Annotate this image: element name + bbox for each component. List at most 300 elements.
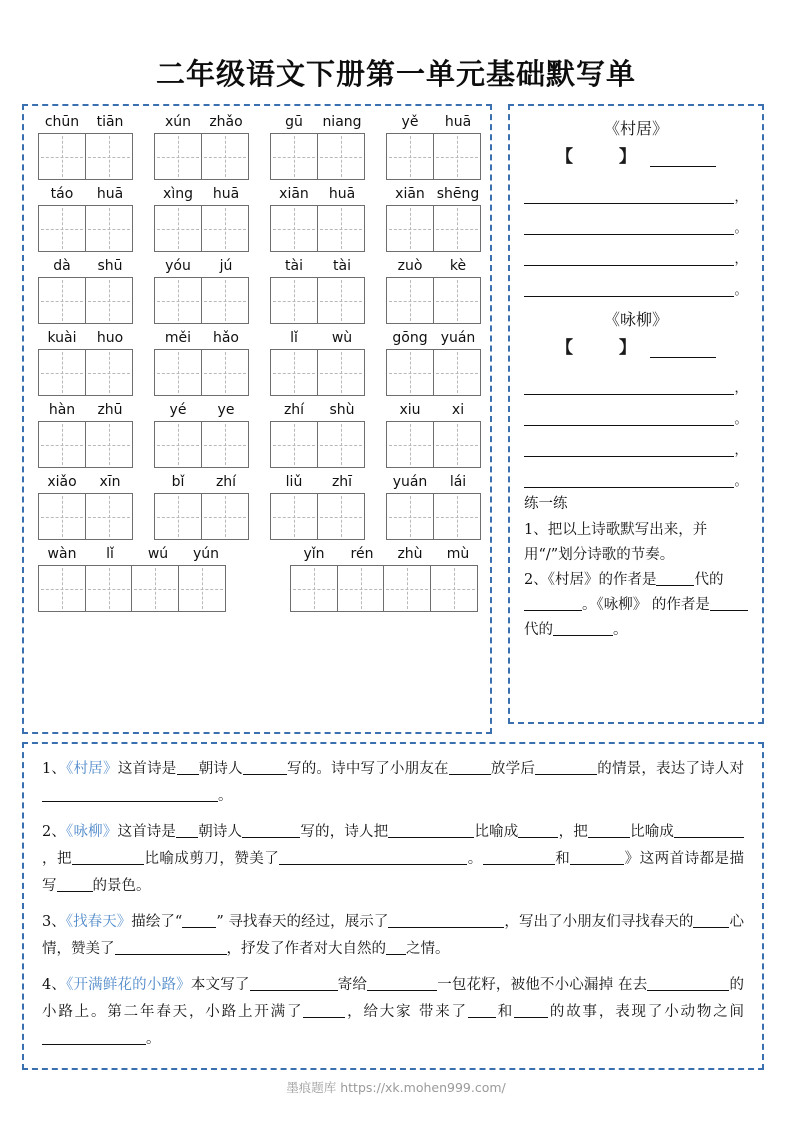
answer-blank[interactable] [57, 891, 93, 892]
tianzige-cell[interactable] [201, 133, 249, 180]
tianzige-cell[interactable] [85, 565, 133, 612]
pinyin-syllable: huā [212, 186, 240, 202]
pinyin-syllable: tiān [96, 114, 124, 130]
character-cells [154, 421, 250, 468]
answer-blank[interactable] [242, 837, 300, 838]
practice-item-2-c: 。《咏柳》 的作者是 [582, 597, 710, 613]
tianzige-cell[interactable] [85, 349, 133, 396]
character-cells [386, 277, 482, 324]
pinyin-word-group [270, 112, 366, 180]
blank[interactable] [553, 635, 613, 636]
pinyin-syllable: tài [285, 258, 303, 274]
answer-blank[interactable] [177, 774, 199, 775]
verse-line [524, 204, 748, 235]
question-text: 比喻成 [474, 824, 519, 840]
pinyin-syllable: zhí [283, 402, 305, 418]
tianzige-cell[interactable] [317, 277, 365, 324]
pinyin-labels [154, 184, 250, 205]
tianzige-cell[interactable] [85, 133, 133, 180]
verse-punctuation: ， [734, 381, 748, 396]
tianzige-cell[interactable] [270, 421, 318, 468]
character-cells [38, 205, 134, 252]
tianzige-cell[interactable] [201, 277, 249, 324]
question-text: 放学后 [490, 761, 536, 777]
pinyin-syllable: wù [331, 330, 353, 346]
pinyin-word-group [154, 112, 250, 180]
answer-blank[interactable] [674, 837, 744, 838]
character-cells [270, 205, 366, 252]
answer-blank[interactable] [388, 927, 504, 928]
verse-punctuation: 。 [734, 221, 748, 236]
tianzige-cell[interactable] [85, 493, 133, 540]
verse-line [524, 457, 748, 488]
question-text: 这首诗是 [117, 761, 177, 777]
verse-line [524, 364, 748, 395]
verse-punctuation: 。 [734, 283, 748, 298]
character-cells [290, 565, 482, 612]
pinyin-row-groups [38, 400, 482, 468]
tianzige-cell[interactable] [154, 133, 202, 180]
question-text: 的情景，表达了诗人对 [597, 761, 745, 777]
tianzige-cell[interactable] [433, 277, 481, 324]
pinyin-syllable: huā [444, 114, 472, 130]
answer-blank[interactable] [42, 801, 218, 802]
author-name-blank[interactable] [650, 341, 716, 358]
character-cells [154, 277, 250, 324]
tianzige-cell[interactable] [131, 565, 179, 612]
verse-write-blank[interactable] [524, 409, 734, 426]
tianzige-cell[interactable] [386, 349, 434, 396]
answer-blank[interactable] [176, 837, 198, 838]
answer-blank[interactable] [518, 837, 558, 838]
page-title: 二年级语文下册第一单元基础默写单 [155, 57, 636, 91]
question-text: 和 [554, 851, 571, 867]
tianzige-cell[interactable] [386, 493, 434, 540]
dynasty-bracket-right: 】 [619, 147, 648, 166]
answer-blank[interactable] [182, 927, 216, 928]
character-cells [38, 277, 134, 324]
tianzige-cell[interactable] [154, 421, 202, 468]
practice-section [510, 488, 762, 643]
question-book-title: 《开满鲜花的小路》 [66, 977, 191, 993]
tianzige-cell[interactable] [270, 349, 318, 396]
tianzige-cell[interactable] [38, 493, 86, 540]
pinyin-syllable: yě [401, 114, 419, 130]
tianzige-cell[interactable] [270, 493, 318, 540]
answer-blank[interactable] [570, 864, 624, 865]
question-text: 寄给 [337, 977, 368, 993]
pinyin-syllable: dà [53, 258, 71, 274]
question-text: ，把 [42, 851, 72, 867]
tianzige-cell[interactable] [383, 565, 431, 612]
question-item [42, 972, 744, 1053]
pinyin-word-group [386, 472, 482, 540]
pinyin-syllable: rén [350, 546, 374, 562]
pinyin-syllable: hàn [48, 402, 76, 418]
dynasty-bracket-right: 】 [619, 338, 648, 357]
pinyin-grid-panel [22, 104, 492, 734]
pinyin-syllable: xiān [395, 186, 425, 202]
question-text: 一包花籽，被他不小心漏掉 在去 [437, 977, 648, 993]
pinyin-syllable: zhū [97, 402, 123, 418]
pinyin-word-group [38, 400, 134, 468]
question-text: ，把 [558, 824, 588, 840]
tianzige-cell[interactable] [270, 205, 318, 252]
tianzige-cell[interactable] [433, 205, 481, 252]
pinyin-row [38, 400, 482, 468]
pinyin-syllable: jú [219, 258, 233, 274]
pinyin-syllable: bǐ [171, 474, 185, 490]
question-text: 的小路上。第二年春天，小路上开满了 [42, 977, 745, 1020]
pinyin-syllable: shū [97, 258, 123, 274]
verse-write-blank[interactable] [524, 280, 734, 297]
verse-write-blank[interactable] [524, 378, 734, 395]
pinyin-row [38, 544, 482, 612]
pinyin-labels [386, 400, 482, 421]
question-text: 朝诗人 [198, 824, 243, 840]
author-name-blank[interactable] [650, 150, 716, 167]
character-cells [270, 421, 366, 468]
answer-blank[interactable] [449, 774, 491, 775]
tianzige-cell[interactable] [201, 421, 249, 468]
pinyin-syllable: kuài [47, 330, 77, 346]
pinyin-syllable: wú [147, 546, 169, 562]
poems-container [510, 116, 762, 488]
character-cells [270, 493, 366, 540]
dynasty-bracket-left: 【 [556, 338, 585, 357]
tianzige-cell[interactable] [201, 493, 249, 540]
pinyin-labels [38, 328, 134, 349]
answer-blank[interactable] [72, 864, 144, 865]
question-text: 朝诗人 [198, 761, 243, 777]
pinyin-labels [154, 112, 250, 133]
tianzige-cell[interactable] [433, 493, 481, 540]
pinyin-labels [38, 544, 230, 565]
questions-panel [22, 742, 764, 1070]
pinyin-word-group [270, 400, 366, 468]
character-cells [386, 349, 482, 396]
tianzige-cell[interactable] [290, 565, 338, 612]
verse-line [524, 266, 748, 297]
pinyin-labels [270, 184, 366, 205]
practice-item-2-d: 代的 [524, 622, 553, 638]
tianzige-cell[interactable] [337, 565, 385, 612]
answer-blank[interactable] [386, 954, 406, 955]
answer-blank[interactable] [279, 864, 467, 865]
blank[interactable] [710, 610, 748, 611]
pinyin-syllable: táo [50, 186, 74, 202]
pinyin-word-group [270, 472, 366, 540]
pinyin-syllable: xīn [99, 474, 121, 490]
tianzige-cell[interactable] [154, 205, 202, 252]
pinyin-syllable: mù [446, 546, 470, 562]
questions-container [24, 744, 762, 1074]
question-book-title: 《村居》 [66, 761, 118, 777]
tianzige-cell[interactable] [154, 493, 202, 540]
character-cells [154, 133, 250, 180]
tianzige-cell[interactable] [154, 277, 202, 324]
pinyin-syllable: huo [96, 330, 124, 346]
pinyin-row-groups [38, 544, 482, 612]
verse-line [524, 395, 748, 426]
pinyin-syllable: gū [285, 114, 303, 130]
answer-blank[interactable] [250, 990, 338, 991]
pinyin-syllable: xiǎo [47, 474, 77, 490]
tianzige-cell[interactable] [433, 349, 481, 396]
question-text: 之情。 [406, 941, 450, 957]
tianzige-cell[interactable] [38, 277, 86, 324]
character-cells [386, 205, 482, 252]
pinyin-syllable: shù [329, 402, 355, 418]
pinyin-word-group [270, 184, 366, 252]
pinyin-syllable: kè [449, 258, 467, 274]
pinyin-row [38, 328, 482, 396]
pinyin-row [38, 472, 482, 540]
pinyin-labels [386, 256, 482, 277]
pinyin-syllable: yuán [392, 474, 428, 490]
verse-write-blank[interactable] [524, 218, 734, 235]
pinyin-syllable: lǐ [290, 330, 298, 346]
pinyin-syllable: yǐn [303, 546, 325, 562]
pinyin-word-group [154, 400, 250, 468]
pinyin-syllable: wàn [47, 546, 77, 562]
tianzige-cell[interactable] [85, 421, 133, 468]
tianzige-cell[interactable] [178, 565, 226, 612]
character-cells [154, 493, 250, 540]
answer-blank[interactable] [42, 1044, 146, 1045]
pinyin-row-groups [38, 256, 482, 324]
character-cells [38, 133, 134, 180]
pinyin-labels [38, 256, 134, 277]
verse-line [524, 426, 748, 457]
pinyin-labels [154, 472, 250, 493]
pinyin-labels [38, 112, 134, 133]
answer-blank[interactable] [647, 990, 729, 991]
pinyin-word-group [38, 256, 134, 324]
pinyin-syllable: tài [333, 258, 351, 274]
pinyin-syllable: lái [449, 474, 467, 490]
verse-line [524, 235, 748, 266]
pinyin-labels [386, 328, 482, 349]
blank[interactable] [524, 610, 582, 611]
tianzige-cell[interactable] [270, 277, 318, 324]
tianzige-cell[interactable] [85, 277, 133, 324]
character-cells [386, 421, 482, 468]
pinyin-word-group [154, 328, 250, 396]
tianzige-cell[interactable] [317, 349, 365, 396]
pinyin-syllable: yún [192, 546, 220, 562]
verse-punctuation: ， [734, 252, 748, 267]
pinyin-word-group [270, 256, 366, 324]
pinyin-syllable: zhī [331, 474, 353, 490]
question-text: ，写出了小朋友们寻找春天的 [504, 914, 694, 930]
practice-item-1: 1、把以上诗歌默写出来，并用“/”划分诗歌的节奏。 [524, 522, 708, 563]
tianzige-cell[interactable] [201, 205, 249, 252]
pinyin-labels [270, 328, 366, 349]
answer-blank[interactable] [588, 837, 630, 838]
tianzige-cell[interactable] [38, 421, 86, 468]
pinyin-word-group [154, 472, 250, 540]
pinyin-syllable: zhí [215, 474, 237, 490]
answer-blank[interactable] [535, 774, 597, 775]
pinyin-syllable: shēng [436, 186, 480, 202]
question-text: 的故事，表现了小动物之间 [548, 1004, 745, 1020]
character-cells [38, 421, 134, 468]
blank[interactable] [656, 585, 694, 586]
answer-blank[interactable] [243, 774, 287, 775]
pinyin-row-groups [38, 328, 482, 396]
poem-dictation-panel [508, 104, 764, 724]
character-cells [154, 349, 250, 396]
answer-blank[interactable] [303, 1017, 345, 1018]
question-number: 1、 [42, 761, 67, 777]
pinyin-syllable: xiu [399, 402, 421, 418]
tianzige-cell[interactable] [317, 421, 365, 468]
tianzige-cell[interactable] [270, 133, 318, 180]
pinyin-word-group [38, 328, 134, 396]
tianzige-cell[interactable] [386, 277, 434, 324]
practice-item-2-a: 2、《村居》的作者是 [524, 572, 657, 588]
practice-item-2-b: 代的 [694, 572, 724, 588]
poem-block [510, 307, 762, 488]
pinyin-labels [154, 256, 250, 277]
tianzige-cell[interactable] [430, 565, 478, 612]
verse-punctuation: 。 [734, 474, 748, 489]
pinyin-syllable: zhù [397, 546, 423, 562]
pinyin-syllable: lǐ [106, 546, 114, 562]
verse-punctuation: 。 [734, 412, 748, 427]
verse-write-blank[interactable] [524, 187, 734, 204]
question-number: 4、 [42, 977, 67, 993]
practice-heading: 练一练 [524, 496, 568, 512]
verse-punctuation: ， [734, 443, 748, 458]
question-text: 比喻成剪刀，赞美了 [143, 851, 280, 867]
pinyin-syllable: xìng [163, 186, 193, 202]
pinyin-word-group [386, 256, 482, 324]
question-text: 心情，赞美了 [42, 914, 744, 957]
answer-blank[interactable] [367, 990, 437, 991]
tianzige-cell[interactable] [433, 421, 481, 468]
question-item [42, 909, 744, 963]
character-cells [270, 277, 366, 324]
pinyin-syllable: huā [96, 186, 124, 202]
tianzige-cell[interactable] [386, 421, 434, 468]
tianzige-cell[interactable] [317, 205, 365, 252]
verse-write-blank[interactable] [524, 471, 734, 488]
tianzige-cell[interactable] [154, 349, 202, 396]
pinyin-row [38, 112, 482, 180]
pinyin-row-groups [38, 184, 482, 252]
tianzige-cell[interactable] [433, 133, 481, 180]
character-cells [38, 493, 134, 540]
verse-write-blank[interactable] [524, 440, 734, 457]
pinyin-syllable: yé [169, 402, 187, 418]
answer-blank[interactable] [388, 837, 474, 838]
answer-blank[interactable] [115, 954, 227, 955]
tianzige-cell[interactable] [386, 205, 434, 252]
pinyin-syllable: liǔ [285, 474, 303, 490]
question-text: 。 [467, 851, 483, 867]
question-item [42, 756, 744, 810]
tianzige-cell[interactable] [317, 133, 365, 180]
pinyin-row [38, 256, 482, 324]
answer-blank[interactable] [514, 1017, 548, 1018]
pinyin-syllable: yuán [440, 330, 476, 346]
character-cells [38, 565, 230, 612]
pinyin-word-group [270, 328, 366, 396]
poem-title: 《村居》 [603, 119, 668, 138]
tianzige-cell[interactable] [38, 565, 86, 612]
question-text: 》这两首诗都是描写 [42, 851, 745, 894]
question-text: 写的。诗中写了小朋友在 [286, 761, 449, 777]
answer-blank[interactable] [468, 1017, 496, 1018]
question-text: 。 [146, 1031, 161, 1047]
pinyin-syllable: ye [217, 402, 235, 418]
question-text: ，抒发了作者对大自然的 [226, 941, 386, 957]
tianzige-cell[interactable] [38, 205, 86, 252]
pinyin-syllable: xún [164, 114, 192, 130]
pinyin-labels [386, 184, 482, 205]
tianzige-cell[interactable] [386, 133, 434, 180]
question-text: 这首诗是 [117, 824, 177, 840]
pinyin-syllable: huā [328, 186, 356, 202]
pinyin-labels [270, 472, 366, 493]
character-cells [154, 205, 250, 252]
answer-blank[interactable] [483, 864, 555, 865]
pinyin-row [38, 184, 482, 252]
pinyin-word-group [38, 544, 230, 612]
pinyin-row-groups [38, 472, 482, 540]
question-text: 。 [218, 788, 233, 804]
poem-author-row [524, 141, 748, 167]
question-number: 3、 [42, 914, 66, 930]
pinyin-labels [290, 544, 482, 565]
answer-blank[interactable] [693, 927, 729, 928]
pinyin-labels [154, 328, 250, 349]
character-cells [38, 349, 134, 396]
poem-title: 《咏柳》 [603, 310, 668, 329]
question-book-title: 《找春天》 [65, 914, 132, 930]
pinyin-labels [38, 184, 134, 205]
pinyin-labels [386, 472, 482, 493]
pinyin-rows-container [38, 112, 482, 616]
pinyin-word-group [38, 184, 134, 252]
question-book-title: 《咏柳》 [66, 824, 118, 840]
tianzige-cell[interactable] [201, 349, 249, 396]
poem-author-row [524, 332, 748, 358]
pinyin-word-group [386, 400, 482, 468]
character-cells [270, 349, 366, 396]
pinyin-syllable: zuò [397, 258, 423, 274]
question-text: 的景色。 [92, 878, 151, 894]
tianzige-cell[interactable] [85, 205, 133, 252]
pinyin-labels [386, 112, 482, 133]
pinyin-labels [270, 400, 366, 421]
footer-watermark: 墨痕题库 https://xk.mohen999.com/ [286, 1080, 506, 1095]
pinyin-syllable: yóu [165, 258, 191, 274]
tianzige-cell[interactable] [38, 349, 86, 396]
pinyin-syllable: gōng [392, 330, 428, 346]
question-text: 写的，诗人把 [300, 824, 389, 840]
pinyin-row-groups [38, 112, 482, 180]
verse-punctuation: ， [734, 190, 748, 205]
pinyin-syllable: xiān [279, 186, 309, 202]
tianzige-cell[interactable] [317, 493, 365, 540]
verse-write-blank[interactable] [524, 249, 734, 266]
tianzige-cell[interactable] [38, 133, 86, 180]
pinyin-word-group [386, 184, 482, 252]
question-text: 描绘了“ [131, 914, 183, 930]
